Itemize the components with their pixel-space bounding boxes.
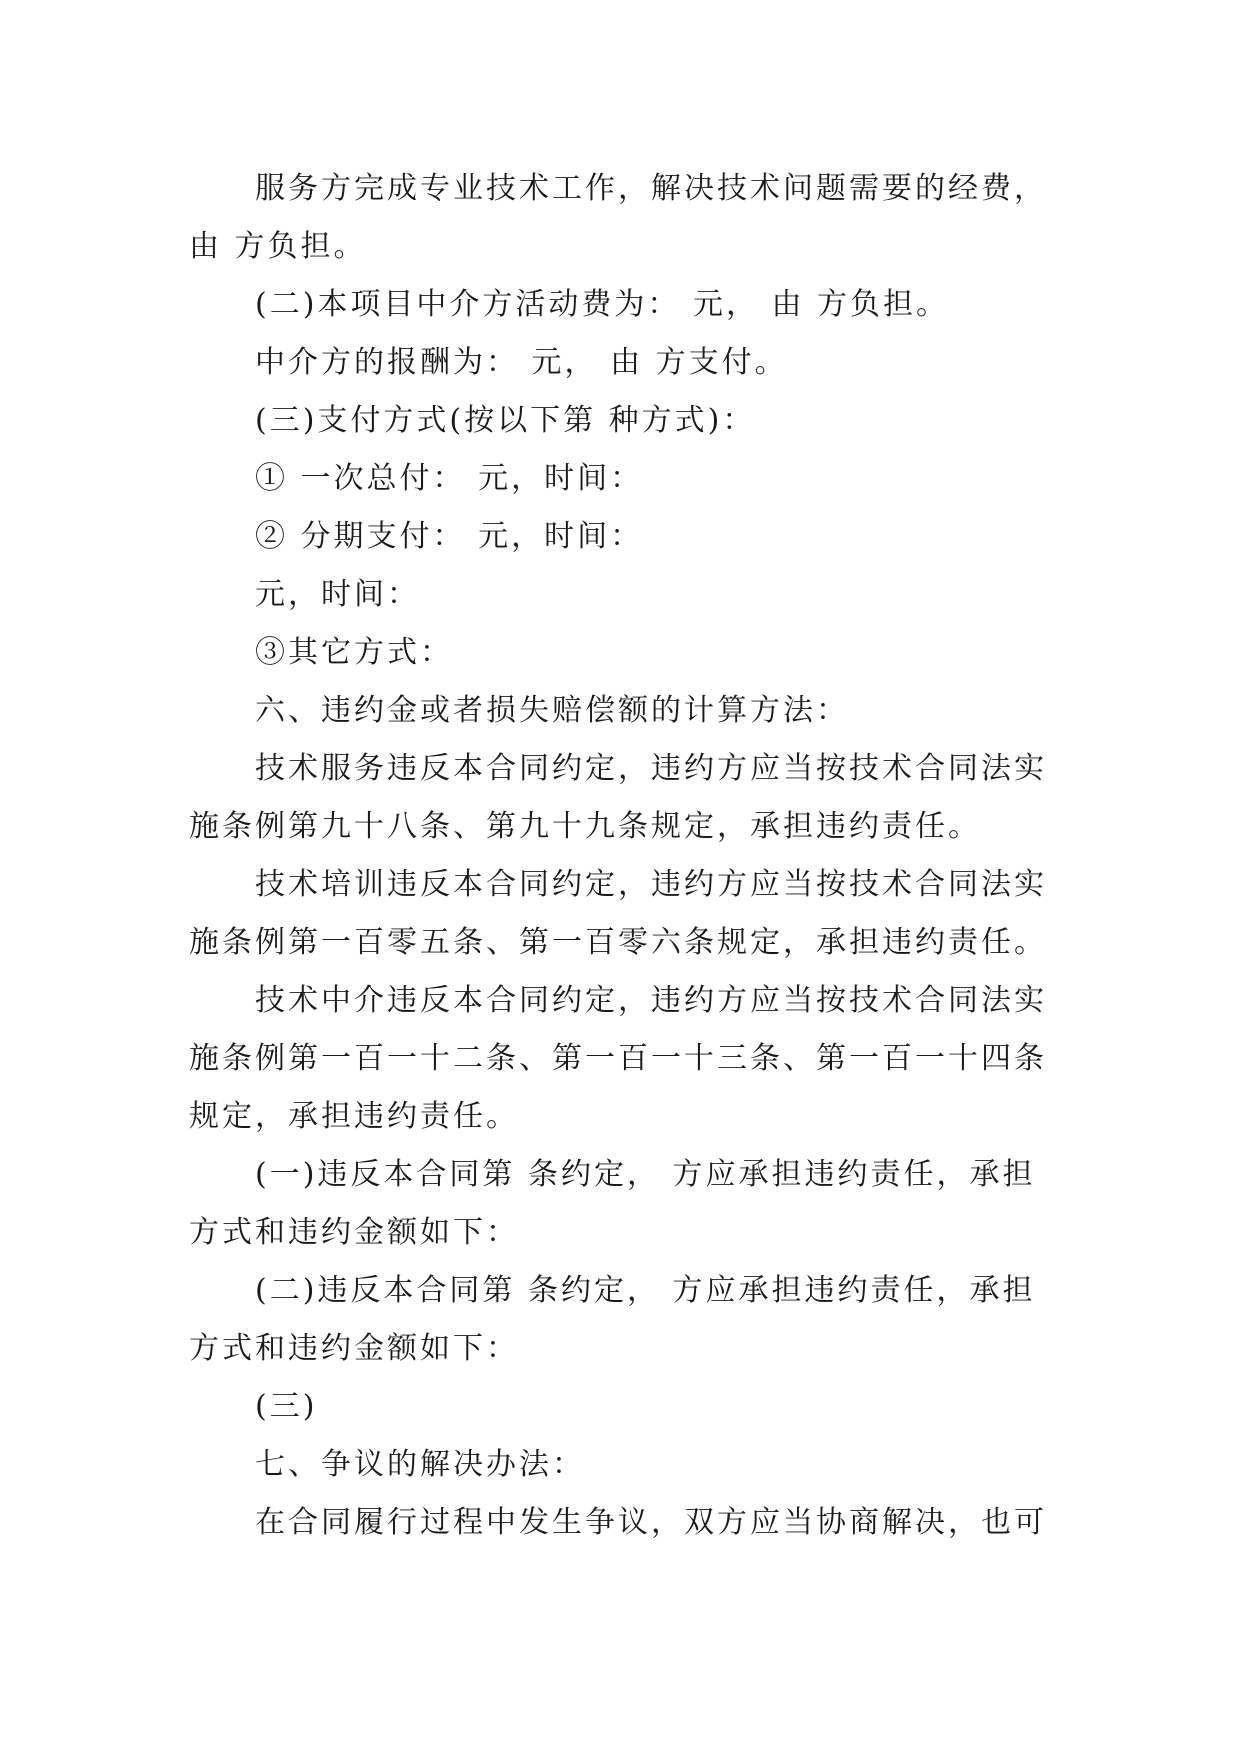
- paragraph-line: 方式和违约金额如下：: [189, 1215, 519, 1250]
- paragraph-line: 由 方负担。: [189, 229, 367, 264]
- paragraph-line: ② 分期支付： 元，时间：: [255, 519, 644, 554]
- paragraph-line: 元，时间：: [255, 577, 420, 612]
- paragraph-line: 施条例第一百一十二条、第一百一十三条、第一百一十四条: [189, 1041, 1047, 1076]
- paragraph-line: 施条例第九十八条、第九十九条规定，承担违约责任。: [189, 809, 981, 844]
- section-heading: 六、违约金或者损失赔偿额的计算方法：: [255, 693, 849, 728]
- paragraph-line: 技术培训违反本合同约定，违约方应当按技术合同法实: [255, 867, 1047, 902]
- paragraph-line: 规定，承担违约责任。: [189, 1099, 519, 1134]
- paragraph-line: 施条例第一百零五条、第一百零六条规定，承担违约责任。: [189, 925, 1047, 960]
- paragraph-line: 技术服务违反本合同约定，违约方应当按技术合同法实: [255, 751, 1047, 786]
- paragraph-line: 服务方完成专业技术工作，解决技术问题需要的经费，: [255, 171, 1047, 206]
- paragraph-line: (二)本项目中介方活动费为： 元， 由 方负担。: [255, 287, 950, 322]
- section-heading: 七、争议的解决办法：: [255, 1447, 585, 1482]
- paragraph-line: (三)支付方式(按以下第 种方式)：: [255, 403, 756, 438]
- paragraph-line: 中介方的报酬为： 元， 由 方支付。: [255, 345, 788, 380]
- paragraph-line: (二)违反本合同第 条约定， 方应承担违约责任，承担: [255, 1273, 1036, 1308]
- paragraph-line: 方式和违约金额如下：: [189, 1331, 519, 1366]
- paragraph-line: ① 一次总付： 元，时间：: [255, 461, 644, 496]
- paragraph-line: ③其它方式：: [255, 635, 453, 670]
- paragraph-line: (一)违反本合同第 条约定， 方应承担违约责任，承担: [255, 1157, 1036, 1192]
- paragraph-line: (三): [255, 1389, 318, 1424]
- document-body: [189, 160, 1059, 1552]
- paragraph-line: 技术中介违反本合同约定，违约方应当按技术合同法实: [255, 983, 1047, 1018]
- paragraph-line: 在合同履行过程中发生争议，双方应当协商解决，也可: [255, 1505, 1047, 1540]
